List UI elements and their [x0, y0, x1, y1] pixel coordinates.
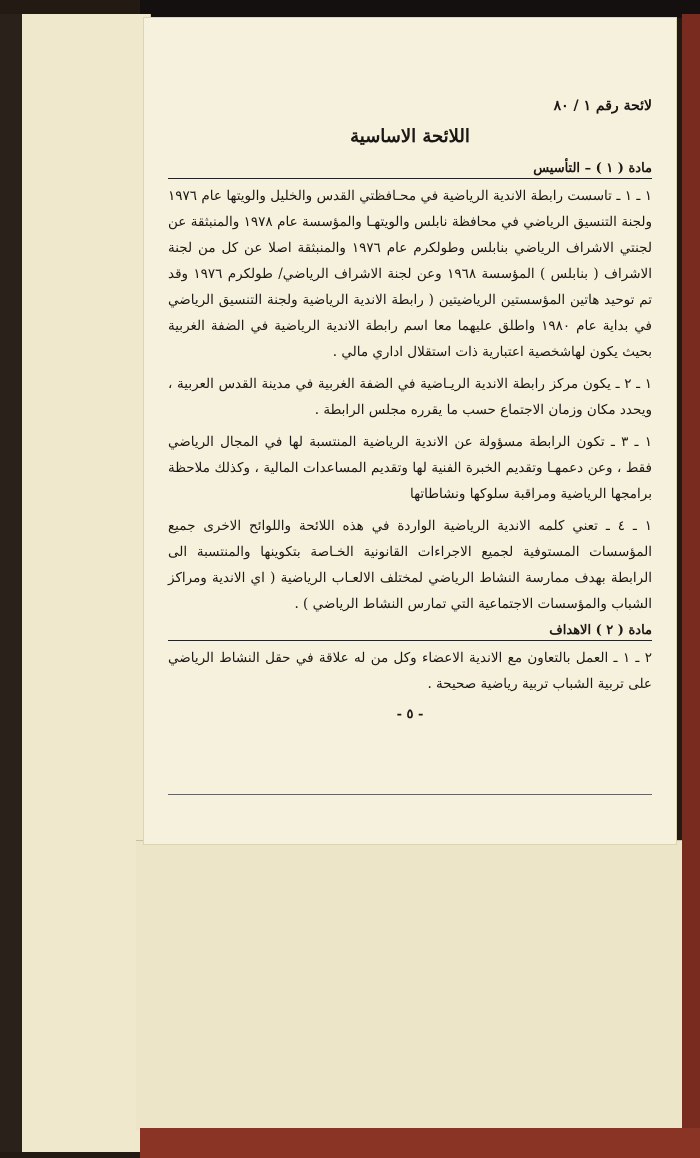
article-2-heading: مادة ( ٢ ) الاهداف	[168, 623, 652, 641]
mount-board	[136, 840, 682, 1131]
doc-number: لائحة رقم ١ / ٨٠	[553, 98, 652, 114]
page-number: - ٥ -	[396, 707, 424, 722]
article-1-paragraph-1: ١ ـ ١ ـ تاسست رابطة الاندية الرياضية في محـافظتي القدس والخليل والويتها عام ١٩٧٦ ولجنة التنسيق الرياضي في محافظة نابلس والويتهـا والمؤسسة عام ١٩٧٨ والمنبثقة عن لجنتي الاشراف الرياضي بنابلس وطولكرم عام ١٩٧٦ والمنبثقة اصلا عن كل من لجنة الاشراف ( بنابلس ) المؤسسة ١٩٦٨ وعن لجنة الاشراف الرياضي/ طولكرم ١٩٧٦ وقد تم توحيد هاتين المؤسستين الرياضيتين ( رابطة الاندية الرياضية ولجنة التنسيق الرياضي في بداية عام ١٩٨٠ واطلق عليهما معا اسم رابطة الاندية الرياضية في الضفة الغربية بحيث يكون لهاشخصية اعتبارية ذات استقلال اداري مالي .	[168, 188, 652, 360]
page-content	[168, 98, 652, 722]
article-1-paragraph-4: ١ ـ ٤ ـ تعني كلمه الاندية الرياضية الواردة في هذه اللائحة واللوائح الاخرى جميع المؤسسات المستوفية لجميع الاجراءات القانونية الخـاصة بتكوينها والمنتسبة الى الرابطة بهدف ممارسة النشاط الرياضي لمختلف الالعـاب الرياضية ( اي الاندية ومراكز الشباب والمؤسسات الاجتماعية التي تمارس النشاط الرياضي ) .	[168, 518, 652, 612]
article-1-heading: مادة ( ١ ) – التأسيس	[168, 161, 652, 179]
printed-page	[144, 18, 676, 844]
article-1-paragraph-2: ١ ـ ٢ ـ يكون مركز رابطة الاندية الريـاضية في الضفة الغربية في مدينة القدس العربية ، ويحدد مكان وزمان الاجتماع حسب ما يقرره مجلس الرابطة .	[168, 376, 652, 418]
page-title: اللائحة الاساسية	[350, 126, 470, 147]
book-cover-top	[140, 0, 700, 18]
doc-header	[168, 98, 652, 114]
bottom-rule	[168, 794, 652, 795]
article-2-paragraph-1: ٢ ـ ١ ـ العمل بالتعاون مع الاندية الاعضاء وكل من له علاقة في حقل النشاط الرياضي على تربية الشباب تربية رياضية صحيحة .	[168, 650, 652, 692]
article-1-paragraph-3: ١ ـ ٣ ـ تكون الرابطة مسؤولة عن الاندية الرياضية المنتسبة لها في المجال الرياضي فقط ، وعن دعمهـا وتقديم الخبرة الفنية لها وتقديم المساعدات المالية ، وكذلك ملاحظة برامجها الرياضية ومراقبة سلوكها ونشاطاتها	[168, 434, 652, 502]
blank-facing-page	[22, 14, 151, 1152]
book-cover-edge	[682, 14, 700, 1158]
book-cover-bottom-edge	[140, 1128, 700, 1158]
book-spine	[0, 14, 22, 1152]
